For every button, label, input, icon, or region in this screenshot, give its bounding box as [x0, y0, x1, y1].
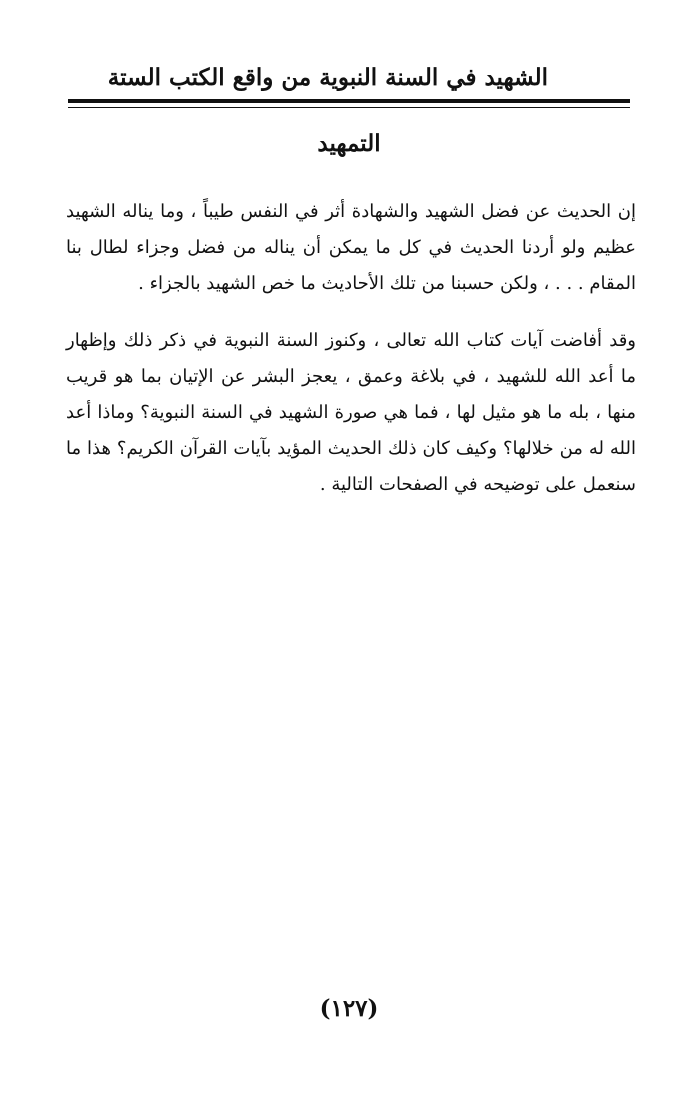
body-paragraph-1: إن الحديث عن فضل الشهيد والشهادة أثر في النفس طيباً ، وما يناله الشهيد عظيم ولو أردنا الحديث في كل ما يمكن أن يناله من فضل وجزاء لطال بنا المقام . . . ، ولكن حسبنا من تلك الأحاديث ما خص الشهيد بالجزاء .: [66, 201, 636, 294]
section-title: التمهيد: [317, 130, 381, 157]
body-paragraph-2: وقد أفاضت آيات كتاب الله تعالى ، وكنوز السنة النبوية في ذكر ذلك وإظهار ما أعد الله للشهيد ، في بلاغة وعمق ، يعجز البشر عن الإتيان بما هو قريب منها ، بله ما هو مثيل لها ، فما هي صورة الشهيد في السنة النبوية؟ وماذا أعد الله له من خلالها؟ وكيف كان ذلك الحديث المؤيد بآيات القرآن الكريم؟ هذا ما سنعمل على توضيحه في الصفحات التالية .: [66, 330, 636, 495]
page-number: (١٢٧): [319, 995, 379, 1022]
running-header-title: الشهيد في السنة النبوية من واقع الكتب الستة: [107, 64, 548, 91]
header-rule-thin: [68, 107, 630, 108]
header-rule-thick: [68, 99, 630, 103]
